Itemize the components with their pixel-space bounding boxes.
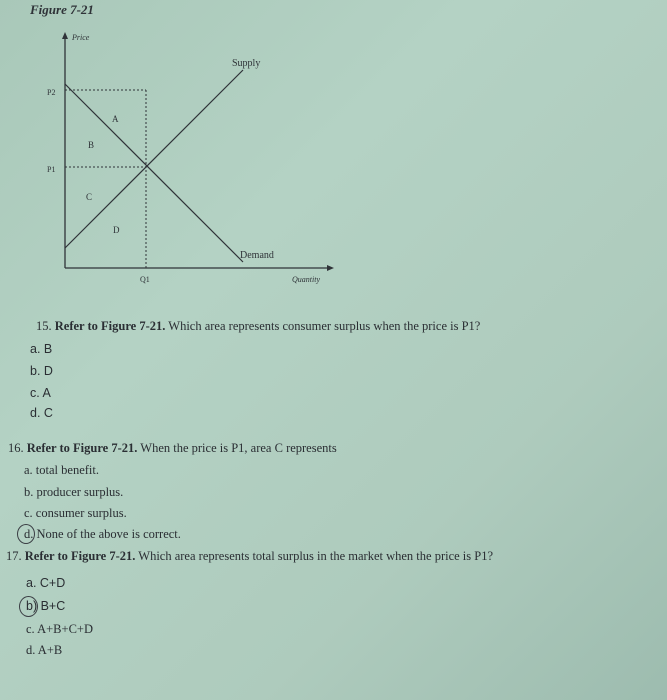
supply-curve: [65, 70, 243, 248]
demand-curve: [65, 84, 243, 262]
supply-demand-graph: [0, 0, 667, 300]
question-17-ref: Refer to Figure 7-21.: [24, 549, 136, 563]
area-a-label: A: [112, 114, 119, 124]
question-16-option-c[interactable]: c. consumer surplus.: [24, 506, 127, 520]
area-d-label: D: [113, 225, 120, 235]
question-15-option-a[interactable]: a. B: [30, 342, 53, 356]
question-16: [8, 441, 337, 456]
q1-label: Q1: [140, 275, 150, 284]
question-15-ref: Refer to Figure 7-21.: [54, 319, 166, 333]
answer-circle-16-d: [17, 524, 35, 544]
question-16-option-d[interactable]: d. None of the above is correct.: [24, 527, 181, 541]
figure-title: Figure 7-21: [30, 2, 94, 17]
p1-label: P1: [47, 165, 56, 174]
question-17: [6, 549, 493, 564]
question-15-option-b[interactable]: b. D: [30, 364, 53, 378]
question-16-number: 16.: [8, 441, 24, 455]
question-16-option-b[interactable]: b. producer surplus.: [24, 485, 124, 499]
area-b-label: B: [88, 140, 95, 150]
question-17-option-c[interactable]: c. A+B+C+D: [26, 622, 93, 636]
area-c-label: C: [86, 192, 93, 202]
question-15-text: Which area represents consumer surplus when the price is P1?: [168, 319, 481, 333]
question-15-option-d[interactable]: d. C: [30, 406, 53, 420]
question-17-option-a[interactable]: a. C+D: [26, 576, 66, 590]
question-17-option-b[interactable]: b) B+C: [26, 599, 66, 613]
question-15: [36, 319, 480, 334]
question-16-option-a[interactable]: a. total benefit.: [24, 463, 99, 477]
x-axis-label: Quantity: [292, 275, 320, 284]
answer-circle-17-b: [19, 596, 38, 617]
p2-label: P2: [47, 88, 56, 97]
question-17-option-d[interactable]: d. A+B: [26, 643, 63, 657]
supply-label: Supply: [232, 58, 261, 69]
question-17-text: Which area represents total surplus in the market when the price is P1?: [138, 549, 494, 563]
y-axis-label: Price: [72, 33, 90, 42]
y-axis-arrow: [62, 32, 68, 39]
question-16-ref: Refer to Figure 7-21.: [26, 441, 138, 455]
question-17-number: 17.: [6, 549, 22, 563]
question-15-option-c[interactable]: c. A: [30, 386, 51, 400]
demand-label: Demand: [240, 250, 274, 261]
question-15-number: 15.: [36, 319, 52, 333]
question-16-text: When the price is P1, area C represents: [140, 441, 337, 455]
x-axis-arrow: [327, 265, 334, 271]
